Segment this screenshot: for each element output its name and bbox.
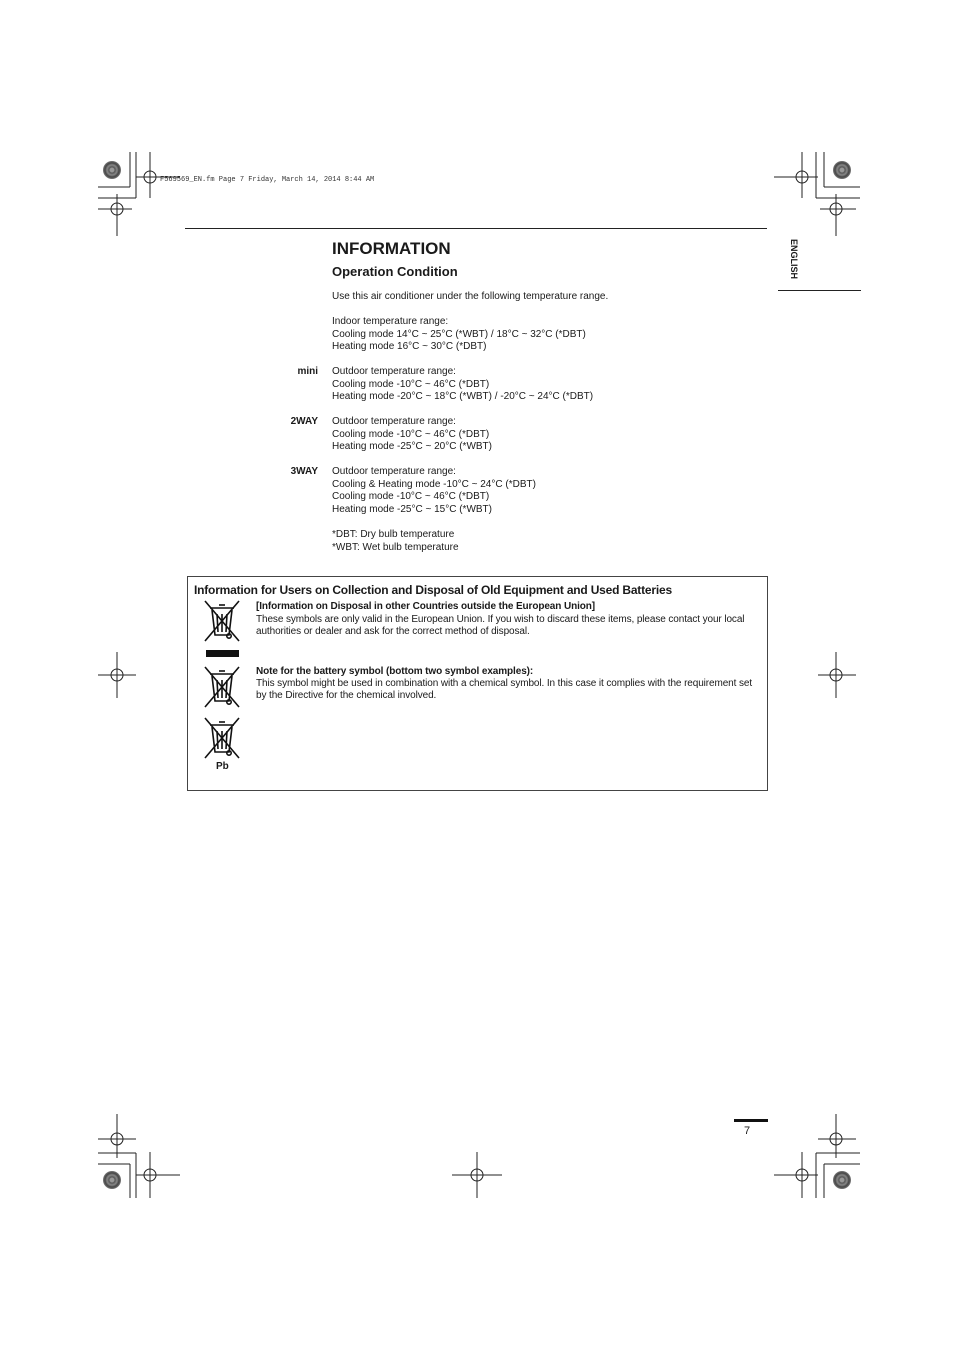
chemical-symbol-label: Pb	[216, 761, 229, 772]
crossed-out-wheelie-bin-icon	[202, 716, 242, 760]
outdoor-line: Cooling mode -10°C ~ 46°C (*DBT)	[332, 378, 490, 390]
block2-heading: Note for the battery symbol (bottom two symbol examples):	[256, 666, 534, 677]
outdoor-line: Heating mode -20°C ~ 18°C (*WBT) / -20°C ~ 24°C (*DBT)	[332, 391, 594, 403]
page-number: 7	[744, 1125, 751, 1137]
outdoor-line: Heating mode -25°C ~ 15°C (*WBT)	[332, 503, 492, 515]
outdoor-range-mini	[332, 366, 593, 404]
model-tag-3way: 3WAY	[290, 466, 318, 477]
block1-heading: [Information on Disposal in other Countries outside the European Union]	[256, 601, 596, 612]
block2-text: This symbol might be used in combination with a chemical symbol. In this case it complies with the requirement set by the Directive for the chemical involved.	[256, 678, 753, 701]
separate-collection-bar	[206, 650, 239, 657]
section-subtitle: Operation Condition	[332, 264, 458, 279]
outdoor-heading: Outdoor temperature range:	[332, 416, 456, 427]
language-tab-rule	[778, 290, 861, 291]
registration-disc	[833, 161, 851, 179]
outdoor-line: Cooling mode -10°C ~ 46°C (*DBT)	[332, 491, 490, 503]
outdoor-range-2way	[332, 416, 492, 454]
section-title: INFORMATION	[332, 239, 451, 258]
indoor-heading: Indoor temperature range:	[332, 316, 449, 327]
note-wbt: *WBT: Wet bulb temperature	[332, 541, 459, 553]
disposal-title: Information for Users on Collection and Disposal of Old Equipment and Used Batteries	[194, 583, 672, 597]
crossed-out-wheelie-bin-icon	[202, 665, 242, 709]
indoor-line: Heating mode 16°C ~ 30°C (*DBT)	[332, 341, 487, 353]
page-number-rule	[734, 1119, 768, 1122]
outdoor-line: Cooling mode -10°C ~ 46°C (*DBT)	[332, 428, 490, 440]
crossed-out-wheelie-bin-icon	[202, 599, 242, 643]
outdoor-heading: Outdoor temperature range:	[332, 466, 456, 477]
model-tag-mini: mini	[297, 366, 318, 377]
registration-disc	[103, 1171, 121, 1189]
indoor-range	[332, 316, 586, 354]
block1-text: These symbols are only valid in the European Union. If you wish to discard these items, please contact your local authorities or dealer and ask for the correct method of disposal.	[256, 614, 745, 637]
indoor-line: Cooling mode 14°C ~ 25°C (*WBT) / 18°C ~ 32°C (*DBT)	[332, 328, 586, 340]
file-info-header: F569569_EN.fm Page 7 Friday, March 14, 2014 8:44 AM	[160, 176, 375, 184]
language-tab	[786, 240, 802, 280]
registration-disc	[833, 1171, 851, 1189]
abbreviation-notes	[332, 529, 459, 554]
registration-disc	[103, 161, 121, 179]
outdoor-line: Cooling & Heating mode -10°C ~ 24°C (*DBT)	[332, 478, 536, 490]
note-dbt: *DBT: Dry bulb temperature	[332, 529, 455, 540]
outdoor-range-3way	[332, 466, 536, 516]
header-rule	[185, 228, 767, 229]
intro-text: Use this air conditioner under the following temperature range.	[332, 291, 609, 302]
outdoor-heading: Outdoor temperature range:	[332, 366, 456, 377]
outdoor-line: Heating mode -25°C ~ 20°C (*WBT)	[332, 441, 492, 453]
disposal-notice-box	[187, 576, 768, 791]
language-label: ENGLISH	[789, 238, 800, 280]
model-tag-2way: 2WAY	[290, 416, 318, 427]
